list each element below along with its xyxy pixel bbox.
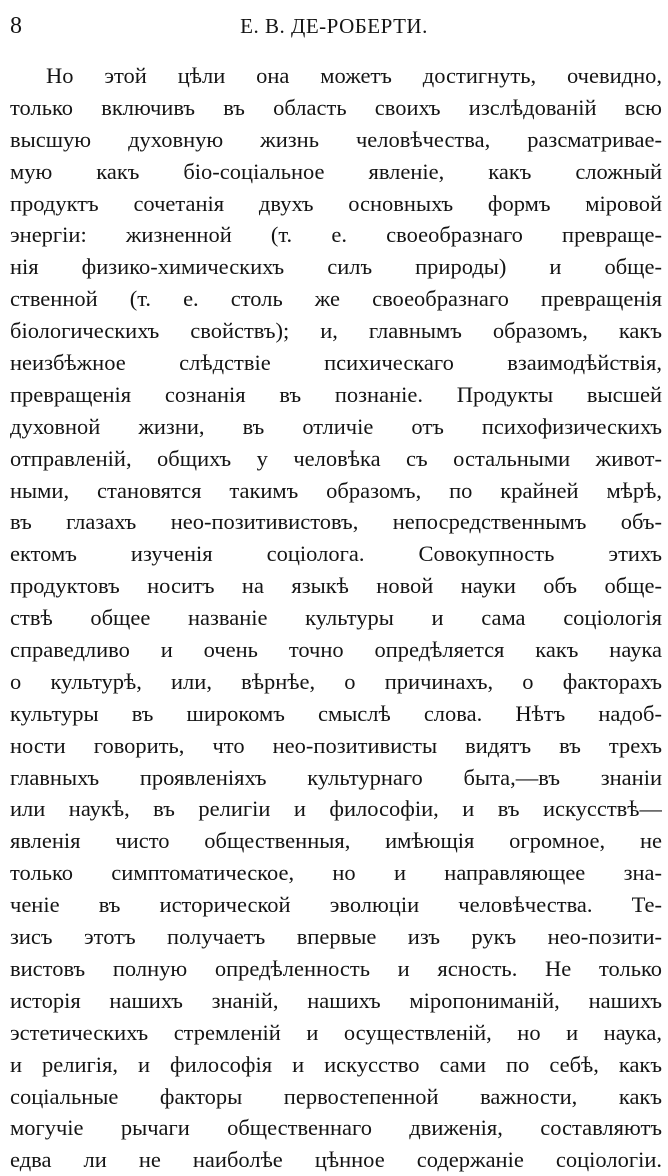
text-line: могучіе рычаги общественнаго движенія, составляютъ bbox=[10, 1115, 662, 1141]
text-line: вистовъ полную опредѣленность и ясность. Не только bbox=[10, 955, 662, 981]
text-line: Но этой цѣли она можетъ достигнуть, очевидно, bbox=[46, 63, 662, 88]
text-line: мую какъ біо-соціальное явленіе, какъ сложный bbox=[10, 158, 662, 184]
text-line: біологическихъ свойствъ); и, главнымъ образомъ, какъ bbox=[10, 318, 662, 344]
text-line: ными, становятся такимъ образомъ, по крайней мѣрѣ, bbox=[10, 477, 662, 503]
body-paragraph bbox=[10, 60, 662, 1176]
text-line: въ глазахъ нео-позитивистовъ, непосредственнымъ объ- bbox=[10, 509, 662, 535]
text-line: главныхъ проявленіяхъ культурнаго быта,—въ знаніи bbox=[10, 764, 662, 790]
text-line: превращенія сознанія въ познаніе. Продукты высшей bbox=[10, 381, 662, 407]
text-line: энергіи: жизненной (т. е. своеобразнаго превраще- bbox=[10, 222, 662, 248]
text-line: исторія нашихъ знаній, нашихъ міропониманій, нашихъ bbox=[10, 987, 662, 1013]
text-line: духовной жизни, въ отличіе отъ психофизическихъ bbox=[10, 413, 662, 439]
text-line: эстетическихъ стремленій и осуществленій, но и наука, bbox=[10, 1019, 662, 1045]
text-line: продуктовъ носитъ на языкѣ новой науки объ обще- bbox=[10, 573, 662, 599]
text-line: ности говорить, что нео-позитивисты видятъ въ трехъ bbox=[10, 732, 662, 758]
text-line: отправленій, общихъ у человѣка съ остальными живот- bbox=[10, 445, 662, 471]
page-number: 8 bbox=[10, 13, 22, 39]
text-line: и религія, и философія и искусство сами по себѣ, какъ bbox=[10, 1051, 662, 1077]
text-line: неизбѣжное слѣдствіе психическаго взаимодѣйствія, bbox=[10, 350, 662, 376]
text-line: высшую духовную жизнь человѣчества, разсматривае- bbox=[10, 126, 662, 152]
text-line: соціальные факторы первостепенной важности, какъ bbox=[10, 1083, 662, 1109]
text-line: ственной (т. е. столь же своеобразнаго превращенія bbox=[10, 286, 662, 312]
running-title: Е. В. ДЕ-РОБЕРТИ. bbox=[240, 14, 428, 38]
text-line: едва ли не наиболѣе цѣнное содержаніе соціологіи. bbox=[10, 1147, 662, 1173]
text-line: ченіе въ исторической эволюціи человѣчества. Те- bbox=[10, 892, 662, 918]
text-line: явленія чисто общественныя, имѣющія огромное, не bbox=[10, 828, 662, 854]
text-line: о культурѣ, или, вѣрнѣе, о причинахъ, о факторахъ bbox=[10, 668, 662, 694]
text-line: продуктъ сочетанія двухъ основныхъ формъ міровой bbox=[10, 190, 662, 216]
text-line: ектомъ изученія соціолога. Совокупность этихъ bbox=[10, 541, 662, 567]
text-line: зисъ этотъ получаетъ впервые изъ рукъ нео-позити- bbox=[10, 924, 662, 950]
text-line: или наукѣ, въ религіи и философіи, и въ искусствѣ— bbox=[10, 796, 662, 822]
text-line: только симптоматическое, но и направляющее зна- bbox=[10, 860, 662, 886]
text-line: ствѣ общее названіе культуры и сама соціологія bbox=[10, 605, 662, 631]
text-line: справедливо и очень точно опредѣляется какъ наука bbox=[10, 637, 662, 663]
text-line: только включивъ въ область своихъ изслѣдованій всю bbox=[10, 94, 662, 120]
text-line: культуры въ широкомъ смыслѣ слова. Нѣтъ надоб- bbox=[10, 700, 662, 726]
text-line: нія физико-химическихъ силъ природы) и обще- bbox=[10, 254, 662, 280]
